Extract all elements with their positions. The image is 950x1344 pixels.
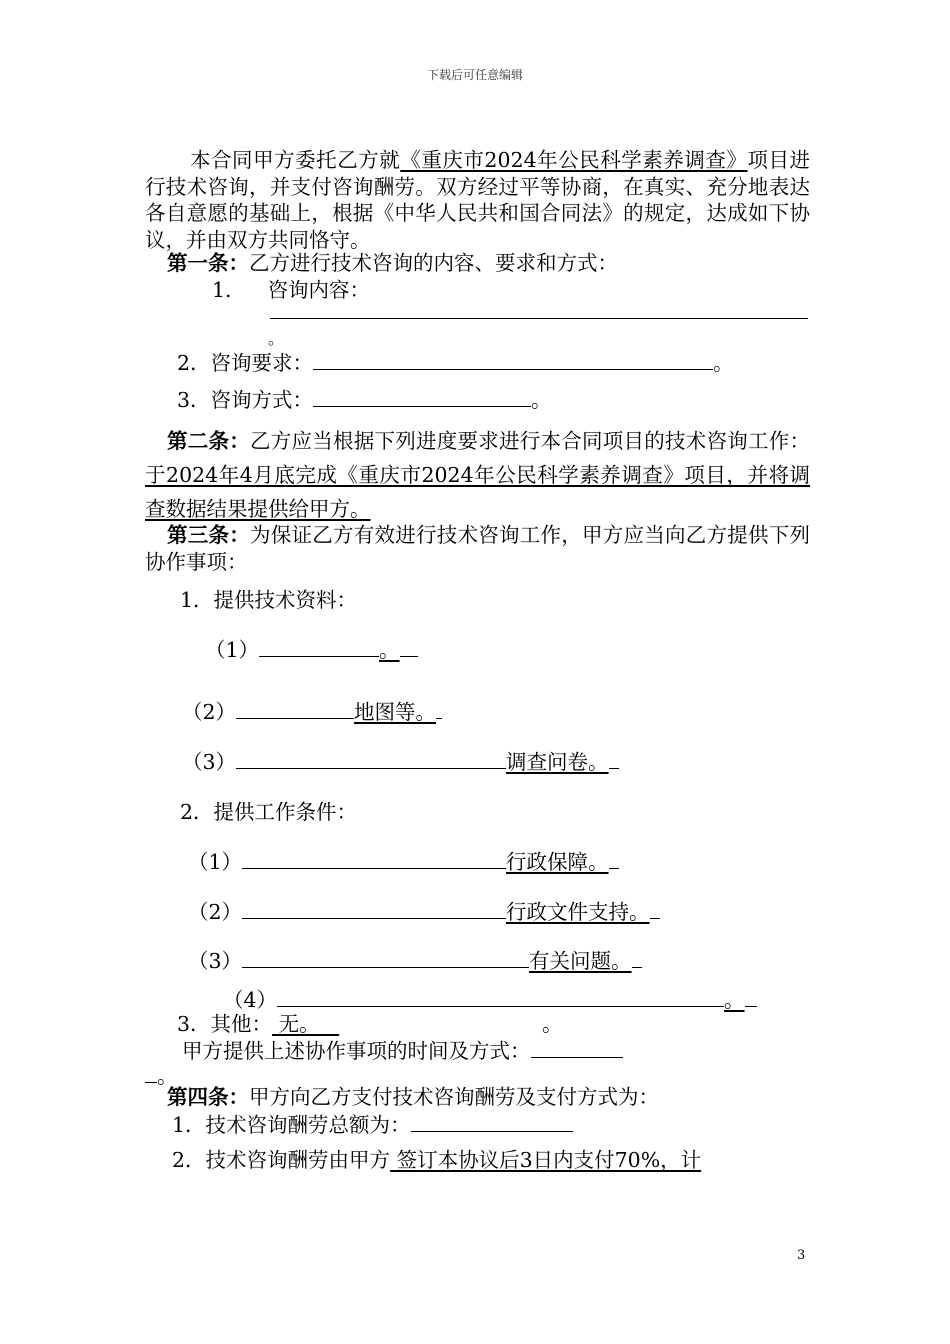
- condition-1-blank[interactable]: [242, 848, 506, 869]
- consult-method-blank[interactable]: [313, 386, 531, 407]
- condition-3-blank[interactable]: [242, 947, 529, 968]
- article-4-text: 甲方向乙方支付技术咨询酬劳及支付方式为：: [249, 1085, 659, 1109]
- article-3-paragraph: [145, 522, 810, 575]
- consult-req-end: 。: [713, 351, 734, 375]
- condition-2-num: （2）: [188, 900, 243, 924]
- consult-req-line: [177, 349, 734, 376]
- other-line: [177, 1011, 339, 1037]
- fee-total-label: 1．技术咨询酬劳总额为：: [172, 1113, 411, 1137]
- material-3-line: [182, 748, 619, 775]
- condition-3-num: （3）: [188, 949, 243, 973]
- material-3-num: （3）: [182, 750, 237, 774]
- material-2-blank[interactable]: [236, 698, 354, 719]
- material-2-num: （2）: [182, 700, 237, 724]
- project-name: 《重庆市2024年公民科学素养调查》: [400, 148, 748, 172]
- consult-content-num: 1.: [212, 278, 232, 302]
- condition-2-blank[interactable]: [242, 898, 506, 919]
- fee-payment-value: 签订本协议后3日内支付70%，计: [390, 1148, 702, 1172]
- condition-4-blank[interactable]: [277, 986, 724, 1007]
- material-1-line: [205, 636, 418, 663]
- material-3-text: 调查问卷。: [506, 750, 609, 774]
- consult-req-label: 2．咨询要求：: [177, 351, 314, 375]
- fee-payment-label: 2．技术咨询酬劳由甲方: [172, 1148, 391, 1172]
- timing-label: 甲方提供上述协作事项的时间及方式：: [182, 1039, 531, 1063]
- material-3-blank[interactable]: [236, 748, 506, 769]
- condition-1-num: （1）: [188, 850, 243, 874]
- condition-4-line: [223, 986, 757, 1013]
- condition-2-text: 行政文件支持。: [506, 900, 650, 924]
- condition-3-text: 有关问题。: [529, 949, 632, 973]
- schedule-value: 于2024年4月底完成《重庆市2024年公民科学素养调查》项目，并将调查数据结果提供给甲方。: [145, 463, 810, 521]
- condition-4-end: 。: [724, 988, 745, 1012]
- material-1-num: （1）: [205, 638, 260, 662]
- article-4-heading: [167, 1084, 659, 1110]
- material-2-text: 地图等。: [354, 700, 437, 724]
- condition-2-line: [188, 898, 660, 925]
- material-1-end: 。: [379, 638, 400, 662]
- fee-total-line: [172, 1111, 573, 1138]
- tech-materials-heading: 1．提供技术资料：: [180, 588, 358, 612]
- fee-total-blank[interactable]: [411, 1111, 573, 1132]
- other-label: 3．其他：: [177, 1012, 273, 1036]
- intro-paragraph: [145, 147, 810, 253]
- timing-blank[interactable]: [531, 1037, 623, 1058]
- consult-method-end: 。: [531, 388, 552, 412]
- article-2-paragraph: [145, 424, 810, 526]
- condition-3-line: [188, 947, 642, 974]
- article-2-text: 乙方应当根据下列进度要求进行本合同项目的技术咨询工作：: [250, 429, 810, 453]
- consult-content-end: 。: [268, 329, 285, 348]
- fee-payment-line: [172, 1147, 701, 1173]
- intro-lead: 本合同甲方委托乙方就: [190, 148, 401, 172]
- timing-end: 。: [157, 1064, 178, 1088]
- other-end: 。: [542, 1012, 563, 1036]
- consult-method-line: [177, 386, 552, 413]
- material-1-blank[interactable]: [259, 636, 379, 657]
- timing-blank-cont[interactable]: [145, 1062, 157, 1083]
- material-2-line: [182, 698, 442, 725]
- condition-1-text: 行政保障。: [506, 850, 609, 874]
- consult-method-label: 3．咨询方式：: [177, 388, 314, 412]
- page-header: 下载后可任意编辑: [426, 68, 523, 82]
- page-number: 3: [797, 1248, 806, 1263]
- article-4-title: 第四条：: [167, 1085, 249, 1109]
- condition-1-line: [188, 848, 619, 875]
- timing-line: [182, 1037, 623, 1064]
- article-3-title: 第三条：: [167, 523, 250, 547]
- other-value: 无。: [278, 1012, 320, 1036]
- work-conditions-heading: 2．提供工作条件：: [180, 800, 358, 824]
- article-1-text: 乙方进行技术咨询的内容、要求和方式：: [249, 251, 618, 275]
- article-1-heading: [167, 250, 618, 276]
- consult-content-label-line: [212, 277, 370, 303]
- consult-req-blank[interactable]: [313, 349, 713, 370]
- article-2-title: 第二条：: [167, 429, 250, 453]
- condition-4-num: （4）: [223, 988, 278, 1012]
- consult-content-label: 咨询内容：: [267, 278, 371, 302]
- consult-content-blank[interactable]: [270, 318, 808, 319]
- intro-rest: 项目进行技术咨询，并支付咨询酬劳。双方经过平等协商，在真实、充分地表达各自意愿的基础上，根据《中华人民共和国合同法》的规定，达成如下协议，并由双方共同恪守。: [145, 148, 811, 252]
- article-3-text: 为保证乙方有效进行技术咨询工作，甲方应当向乙方提供下列协作事项：: [145, 523, 810, 574]
- article-1-title: 第一条：: [167, 251, 249, 275]
